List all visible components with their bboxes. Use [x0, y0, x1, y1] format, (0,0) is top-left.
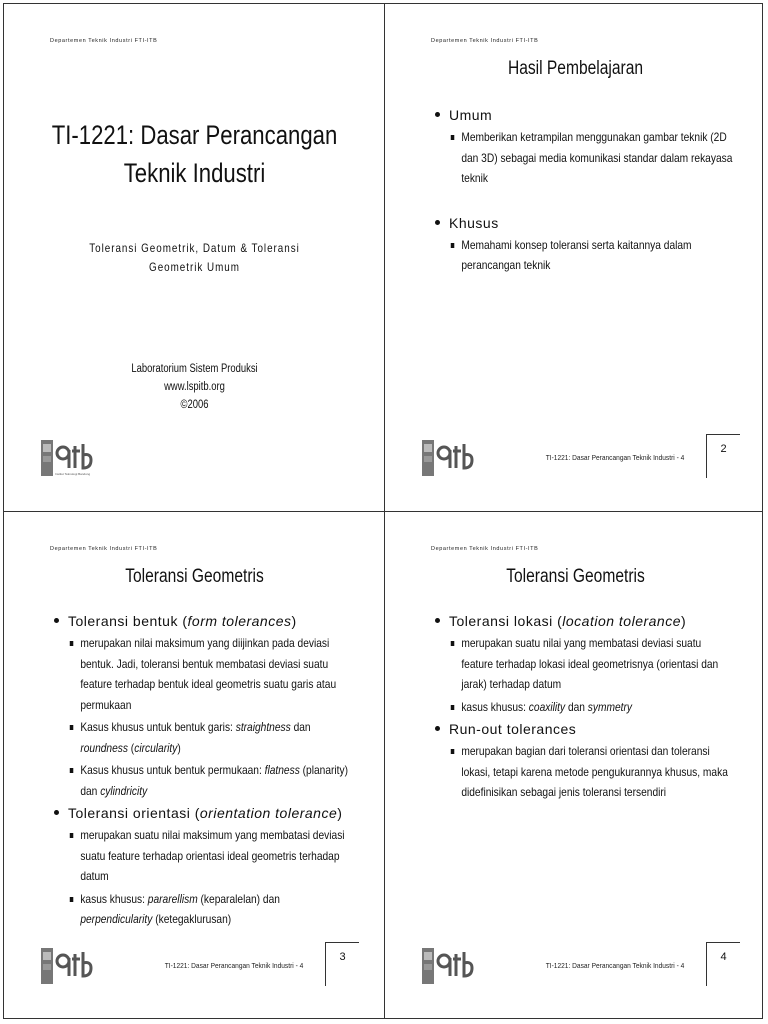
page-number: 2 — [706, 434, 740, 478]
slide-footer: TI-1221: Dasar Perancangan Teknik Industri - 4 — [545, 453, 685, 462]
slide-3-title: Toleransi Geometris — [125, 566, 264, 587]
bullet-location-tolerance: Toleransi lokasi (location tolerance) — [433, 612, 733, 630]
location-tolerance-cases: kasus khusus: coaxility dan symmetry — [449, 698, 734, 719]
subtitle-line-2: Geometrik Umum — [149, 260, 240, 274]
slide-2-title: Hasil Pembelajaran — [507, 58, 644, 79]
location-tolerance-definition: merupakan suatu nilai yang membatasi deviasi suatu feature terhadap lokasi ideal geometrisnya (orientasi dan jarak) terhadap datum — [449, 634, 734, 696]
subtitle-line-1: Toleransi Geometrik, Datum & Toleransi — [89, 241, 300, 255]
logo-caption: Institut Teknologi Bandung — [55, 472, 91, 476]
bullet-umum-sub: Memberikan ketrampilan menggunakan gambar teknik (2D dan 3D) sebagai media komunikasi standar dalam rekayasa teknik — [449, 128, 734, 190]
orientation-tolerance-cases: kasus khusus: pararellism (keparalelan) dan perpendicularity (ketegaklurusan) — [68, 890, 353, 931]
slide-footer: TI-1221: Dasar Perancangan Teknik Industri - 4 — [164, 961, 304, 970]
slide-1 — [4, 4, 385, 512]
dept-label: Departemen Teknik Industri FTI-ITB — [431, 546, 539, 552]
slide-2 — [385, 4, 766, 512]
slide-3 — [4, 512, 385, 1020]
form-tolerance-surface-cases: Kasus khusus untuk bentuk permukaan: flatness (planarity) dan cylindricity — [68, 761, 353, 802]
lab-url: www.lspitb.org — [164, 381, 225, 393]
bullet-umum: Umum — [433, 106, 733, 124]
page-number: 4 — [706, 942, 740, 986]
slide-1-subtitle — [38, 239, 350, 277]
dept-label: Departemen Teknik Industri FTI-ITB — [50, 546, 158, 552]
slide-4-content — [433, 612, 733, 806]
bullet-orientation-tolerance: Toleransi orientasi (orientation tolerance) — [52, 804, 352, 822]
dept-label: Departemen Teknik Industri FTI-ITB — [50, 38, 158, 44]
dept-label: Departemen Teknik Industri FTI-ITB — [431, 38, 539, 44]
slide-4 — [385, 512, 766, 1020]
orientation-tolerance-definition: merupakan suatu nilai maksimum yang membatasi deviasi suatu feature terhadap orientasi ideal geometris terhadap datum — [68, 826, 353, 888]
slide-3-content — [52, 612, 352, 933]
runout-tolerance-definition: merupakan bagian dari toleransi orientasi dan toleransi lokasi, tetapi karena metode pengukurannya khusus, maka didefinisikan sebagai jenis toleransi tersendiri — [449, 742, 734, 804]
slide-1-title — [38, 116, 350, 192]
title-line-1: TI-1221: Dasar Perancangan — [51, 120, 338, 150]
itb-logo-icon — [41, 946, 93, 986]
form-tolerance-line-cases: Kasus khusus untuk bentuk garis: straightness dan roundness (circularity) — [68, 718, 353, 759]
itb-logo-icon — [422, 438, 474, 478]
lab-name: Laboratorium Sistem Produksi — [131, 363, 258, 375]
bullet-form-tolerance: Toleransi bentuk (form tolerances) — [52, 612, 352, 630]
lab-info — [38, 360, 350, 414]
page-number: 3 — [325, 942, 359, 986]
lab-year: ©2006 — [180, 399, 209, 411]
bullet-runout-tolerance: Run-out tolerances — [433, 720, 733, 738]
bullet-khusus-sub: Memahami konsep toleransi serta kaitannya dalam perancangan teknik — [449, 236, 734, 277]
slide-4-title: Toleransi Geometris — [506, 566, 645, 587]
itb-logo-icon — [422, 946, 474, 986]
slide-2-content — [433, 106, 733, 279]
title-line-2: Teknik Industri — [123, 158, 266, 188]
bullet-khusus: Khusus — [433, 214, 733, 232]
itb-logo-icon — [41, 438, 93, 478]
slide-footer: TI-1221: Dasar Perancangan Teknik Industri - 4 — [545, 961, 685, 970]
form-tolerance-definition: merupakan nilai maksimum yang diijinkan pada deviasi bentuk. Jadi, toleransi bentuk membatasi deviasi suatu feature terhadap bentuk ideal geometris suatu garis atau permukaan — [68, 634, 353, 716]
